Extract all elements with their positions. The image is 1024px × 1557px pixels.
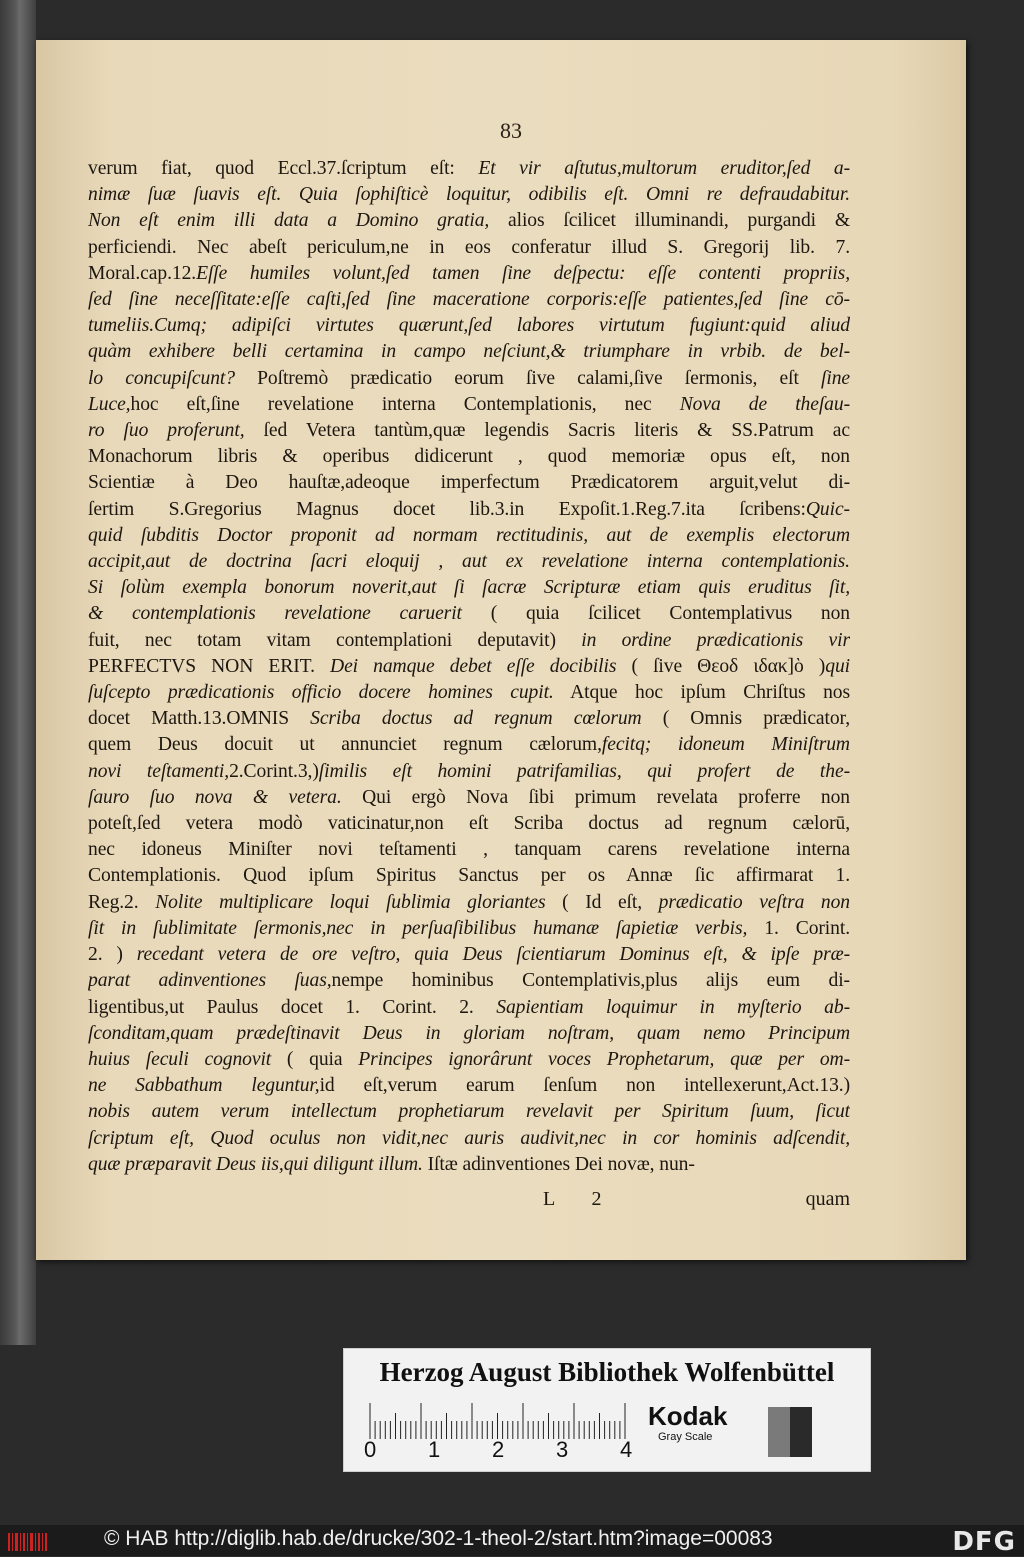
text-segment: ſuſcepto prædicationis officio docere homines cupit. xyxy=(88,682,554,704)
text-segment: Eſſe humiles volunt,ſed tamen ſine deſpectu: eſſe contenti propriis, xyxy=(196,262,850,284)
page-number: 83 xyxy=(500,118,522,143)
text-line xyxy=(88,1021,850,1047)
text-line xyxy=(88,759,850,785)
text-segment: ( ſive Θεοδ ιδακ]ὸ ) xyxy=(616,655,826,677)
text-line xyxy=(88,1099,850,1125)
text-segment: Et vir aſtutus,multorum eruditor,ſed a- xyxy=(478,158,850,179)
text-segment: quid ſubditis Doctor proponit ad normam rectitudinis, aut de exemplis electorum xyxy=(88,524,850,546)
text-segment: nec idoneus Miniſter novi teſtamenti , tanquam carens revelatione interna xyxy=(88,839,850,861)
text-line xyxy=(88,287,850,313)
dfg-logo: DFG xyxy=(952,1527,1016,1557)
text-segment: Monachorum libris & operibus didicerunt , quod memoriæ opus eſt, non xyxy=(88,446,850,468)
text-segment: nempe hominibus Contemplativis,plus alijs eum di- xyxy=(331,970,850,992)
page-footer xyxy=(88,1188,850,1218)
text-line xyxy=(88,654,850,680)
text-segment: Reg.2. xyxy=(88,891,156,913)
text-segment: ſed ſine neceſſitate:eſſe caſti,ſed ſine maceratione corporis:eſſe patientes,ſed ſine cō- xyxy=(88,289,850,311)
text-segment: quem Deus docuit ut annunciet regnum cælorum, xyxy=(88,734,602,756)
gray-swatches xyxy=(768,1407,812,1457)
ruler-number: 2 xyxy=(492,1437,505,1462)
ruler-number: 4 xyxy=(620,1437,633,1462)
text-line xyxy=(88,339,850,365)
ruler-scale xyxy=(368,1401,628,1439)
text-segment: hoc eſt,ſine revelatione interna Contemplationis, nec xyxy=(130,393,680,415)
page-text xyxy=(88,156,850,1178)
text-segment: alios ſcilicet illuminandi, purgandi & xyxy=(489,210,850,232)
text-segment: ligentibus,ut Paulus docet 1. Corint. 2. xyxy=(88,996,497,1018)
ruler-number: 3 xyxy=(556,1437,569,1462)
ruler-number: 1 xyxy=(428,1437,441,1462)
text-line xyxy=(88,968,850,994)
text-segment: in ordine prædicationis vir xyxy=(581,629,850,651)
text-line xyxy=(88,942,850,968)
text-segment: Scientiæ à Deo hauſtæ,adeoque imperfectum Prædicatorem arguit,velut di- xyxy=(88,472,850,494)
text-segment: ſine xyxy=(821,367,850,389)
text-segment: Non eſt enim illi data a Domino gratia, xyxy=(88,210,490,232)
text-line xyxy=(88,444,850,470)
text-segment: recedant vetera de ore veſtro, quia Deus ſcientiarum Dominus eſt, & ipſe præ- xyxy=(136,944,850,966)
text-line xyxy=(88,1152,850,1178)
text-segment: perficiendi. Nec abeſt periculum,ne in eos conferatur illud S. Gregorij lib. 7. xyxy=(88,236,850,258)
text-segment: ſertim S.Gregorius Magnus docet lib.3.in Expoſit.1.Reg.7.ita ſcribens: xyxy=(88,498,806,520)
text-segment: Dei namque debet eſſe docibilis xyxy=(330,655,617,677)
text-line xyxy=(88,706,850,732)
text-segment: Nolite multiplicare loqui ſublimia gloriantes xyxy=(155,891,546,913)
text-line xyxy=(88,1073,850,1099)
text-segment: verum fiat, quod Eccl.37.ſcriptum eſt: xyxy=(88,158,479,179)
text-line xyxy=(88,1047,850,1073)
text-segment: accipit,aut de doctrina ſacri eloquij , aut ex revelatione interna contemplationis. xyxy=(88,551,850,573)
text-segment: nimæ ſuæ ſuavis eſt. Quia ſophiſticè loquitur, odibilis eſt. Omni re defraudabitur. xyxy=(88,184,850,206)
book-edge xyxy=(0,0,36,1345)
text-segment: ro ſuo proferunt, xyxy=(88,420,245,442)
text-segment: ſimilis eſt homini patrifamilias, qui profert de the- xyxy=(318,760,850,782)
text-line xyxy=(88,628,850,654)
text-segment: Qui ergò Nova ſibi primum revelata proferre non xyxy=(341,786,850,808)
text-segment: id eſt,verum earum ſenſum non intellexerunt,Act.13.) xyxy=(319,1075,850,1097)
text-segment: Si ſolùm exempla bonorum noverit,aut ſi ſacræ Scripturæ etiam quis eruditus ſit, xyxy=(88,577,850,599)
text-line xyxy=(88,235,850,261)
text-segment: quàm exhibere belli certamina in campo neſciunt,& triumphare in vrbib. de bel- xyxy=(88,341,850,363)
text-line xyxy=(88,863,850,889)
text-segment: Poſtremò prædicatio eorum ſive calami,ſive ſermonis, eſt xyxy=(234,367,821,389)
text-segment: poteſt,ſed vetera modò vaticinatur,non eſt Scriba doctus ad regnum cælorū, xyxy=(88,813,850,835)
text-line xyxy=(88,470,850,496)
text-line xyxy=(88,392,850,418)
ruler-number: 0 xyxy=(364,1437,377,1462)
text-segment: lo concupiſcunt? xyxy=(88,367,235,389)
text-segment: Moral.cap.12. xyxy=(88,262,197,284)
text-segment: 1. Corint. xyxy=(747,917,850,939)
barcode-icon xyxy=(8,1531,48,1553)
text-segment: ( Id eſt, xyxy=(545,891,659,913)
text-segment: ſed Vetera tantùm,quæ legendis Sacris literis & SS.Patrum ac xyxy=(244,420,850,442)
catchword: quam xyxy=(805,1188,850,1210)
text-segment: ( Omnis prædicator, xyxy=(641,708,850,730)
text-line xyxy=(88,156,850,182)
text-segment: ne Sabbathum leguntur, xyxy=(88,1075,320,1097)
text-segment: novi teſtamenti, xyxy=(88,760,230,782)
text-segment: Atque hoc ipſum Chriſtus nos xyxy=(553,682,850,704)
text-segment: ( quia xyxy=(271,1048,359,1070)
text-segment: Luce, xyxy=(88,393,131,415)
text-segment: huius ſeculi cognovit xyxy=(88,1048,272,1070)
text-segment: Principes ignorârunt voces Prophetarum, quæ per om- xyxy=(358,1048,850,1070)
text-line xyxy=(88,261,850,287)
text-segment: 2. ) xyxy=(88,944,137,966)
text-line xyxy=(88,182,850,208)
copyright-link[interactable]: © HAB http://diglib.hab.de/drucke/302-1-theol-2/start.htm?image=00083 xyxy=(104,1527,773,1550)
text-segment: qui xyxy=(825,655,850,677)
text-segment: Contemplationis. Quod ipſum Spiritus Sanctus per os Annæ ſic affirmarat 1. xyxy=(88,865,850,887)
text-segment: ( quia ſcilicet Contemplativus non xyxy=(461,603,850,625)
text-line xyxy=(88,418,850,444)
text-segment: Iſtæ adinventiones Dei novæ, nun- xyxy=(422,1153,695,1175)
text-line xyxy=(88,549,850,575)
text-segment: quæ præparavit Deus iis,qui diligunt illum. xyxy=(88,1153,423,1175)
text-segment: fecitq; idoneum Miniſtrum xyxy=(601,734,850,756)
text-segment: parat adinventiones ſuas, xyxy=(88,970,332,992)
viewer-footer-bar xyxy=(0,1525,1024,1556)
text-segment: PERFECTVS NON ERIT. xyxy=(88,655,331,677)
color-reference-card xyxy=(343,1348,871,1472)
text-line xyxy=(88,680,850,706)
text-segment: Quic- xyxy=(805,498,850,520)
text-line xyxy=(88,497,850,523)
text-line xyxy=(88,1126,850,1152)
text-segment: ſconditam,quam prædeſtinavit Deus in gloriam noſtram, quam nemo Principum xyxy=(88,1022,850,1044)
text-line xyxy=(88,366,850,392)
text-segment: Nova de theſau- xyxy=(679,393,850,415)
text-segment: Scriba doctus ad regnum cœlorum xyxy=(310,708,642,730)
text-line xyxy=(88,837,850,863)
text-segment: & contemplationis revelatione caruerit xyxy=(88,603,462,625)
text-line xyxy=(88,575,850,601)
text-segment: docet Matth.13.OMNIS xyxy=(88,708,311,730)
text-line xyxy=(88,523,850,549)
text-line xyxy=(88,601,850,627)
text-segment: ſauro ſuo nova & vetera. xyxy=(88,786,342,808)
text-line xyxy=(88,208,850,234)
text-segment: 2.Corint.3,) xyxy=(229,760,319,782)
text-line xyxy=(88,785,850,811)
text-line xyxy=(88,890,850,916)
signature-mark: L 2 xyxy=(543,1188,618,1210)
text-segment: tumeliis.Cumq; adipiſci virtutes quærunt,ſed labores virtutum fugiunt:quid aliud xyxy=(88,315,850,337)
text-line xyxy=(88,313,850,339)
text-segment: Sapientiam loquimur in myſterio ab- xyxy=(496,996,850,1018)
text-segment: nobis autem verum intellectum prophetiarum revelavit per Spiritum ſuum, ſicut xyxy=(88,1101,850,1123)
text-line xyxy=(88,916,850,942)
kodak-logo: Kodak xyxy=(648,1401,728,1431)
text-line xyxy=(88,732,850,758)
book-page xyxy=(36,40,966,1260)
text-line xyxy=(88,811,850,837)
text-segment: ſcriptum eſt, Quod oculus non vidit,nec auris audivit,nec in cor hominis adſcendit, xyxy=(88,1127,850,1149)
text-segment: ſit in ſublimitate ſermonis,nec in perſuaſibilibus humanæ ſapietiæ verbis, xyxy=(88,917,748,939)
library-name: Herzog August Bibliothek Wolfenbüttel xyxy=(379,1357,835,1387)
text-segment: prædicatio veſtra non xyxy=(658,891,850,913)
gray-scale-label: Gray Scale xyxy=(658,1431,713,1443)
text-segment: fuit, nec totam vitam contemplationi deputavit) xyxy=(88,629,582,651)
text-line xyxy=(88,995,850,1021)
